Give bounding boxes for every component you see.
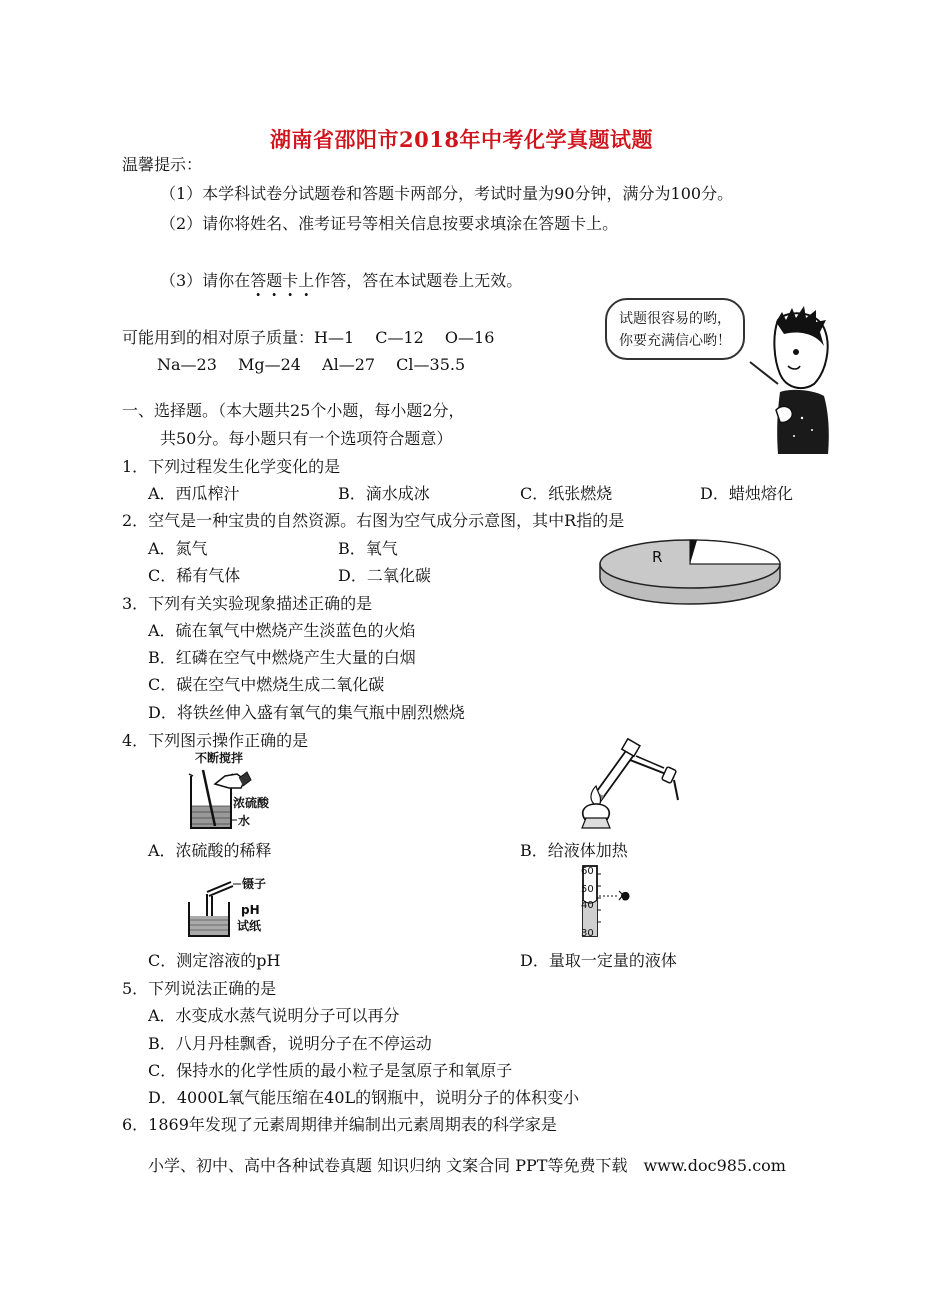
- q4-option-a: A．浓硫酸的稀释: [148, 841, 272, 860]
- notice-heading: 温馨提示：: [122, 155, 203, 174]
- q3-option-a: A．硫在氧气中燃烧产生淡蓝色的火焰: [148, 621, 416, 640]
- graduated-cylinder-figure: [575, 862, 645, 940]
- q2-option-a: A．氮气: [148, 539, 208, 558]
- q5-option-c: C．保持水的化学性质的最小粒子是氢原子和氧原子: [148, 1061, 513, 1080]
- pie-label-r: R: [652, 548, 663, 566]
- ph-test-figure: [185, 872, 285, 938]
- atomic-mass-line-2: Na—23 Mg—24 Al—27 Cl—35.5: [157, 355, 466, 374]
- air-composition-pie-figure: [596, 536, 784, 608]
- bubble-line-1: 试题很容易的哟，: [619, 311, 731, 327]
- q1-option-a: A．西瓜榨汁: [148, 484, 240, 503]
- q1-stem: 1．下列过程发生化学变化的是: [122, 457, 341, 476]
- acid-dilution-figure: [185, 750, 295, 832]
- tick-50: 50: [581, 884, 594, 895]
- label-test-paper: 试纸: [237, 919, 262, 933]
- label-stir: 不断搅拌: [195, 751, 244, 765]
- notice-item-3-start: （3）请你在: [160, 271, 251, 290]
- q5-option-b: B．八月丹桂飘香，说明分子在不停运动: [148, 1034, 432, 1053]
- q1-option-d: D．蜡烛熔化: [700, 484, 793, 503]
- q4-option-b: B．给液体加热: [520, 841, 628, 860]
- tick-30: 30: [581, 928, 594, 939]
- section-heading-line-1: 一、选择题。（本大题共25个小题，每小题2分，: [122, 401, 465, 420]
- q3-option-b: B．红磷在空气中燃烧产生大量的白烟: [148, 648, 416, 667]
- notice-item-1: （1）本学科试卷分试题卷和答题卡两部分，考试时量为90分钟，满分为100分。: [160, 184, 734, 203]
- notice-item-3-emphasis: 答题卡上: [250, 271, 315, 290]
- q4-option-d: D．量取一定量的液体: [520, 951, 677, 970]
- label-tweezers: 镊子: [242, 877, 267, 891]
- q6-stem: 6．1869年发现了元素周期律并编制出元素周期表的科学家是: [122, 1115, 557, 1134]
- tick-60: 60: [581, 866, 594, 877]
- bubble-line-2: 你要充满信心哟！: [619, 333, 731, 349]
- notice-item-3-end: 作答，答在本试题卷上无效。: [314, 271, 523, 290]
- q1-option-b: B．滴水成冰: [338, 484, 430, 503]
- notice-item-2: （2）请你将姓名、准考证号等相关信息按要求填涂在答题卡上。: [160, 214, 619, 233]
- label-conc-acid: 浓硫酸: [233, 796, 270, 810]
- q3-option-d: D．将铁丝伸入盛有氧气的集气瓶中剧烈燃烧: [148, 703, 465, 722]
- q1-option-c: C．纸张燃烧: [520, 484, 613, 503]
- page-title: 湖南省邵阳市2018年中考化学真题试题: [270, 127, 653, 152]
- q4-option-c: C．测定溶液的pH: [148, 951, 281, 970]
- q3-stem: 3．下列有关实验现象描述正确的是: [122, 594, 373, 613]
- footer-text: 小学、初中、高中各种试卷真题 知识归纳 文案合同 PPT等免费下载 www.doc985.com: [148, 1156, 786, 1175]
- label-ph: pH: [241, 903, 260, 917]
- atomic-mass-line-1: 可能用到的相对原子质量：H—1 C—12 O—16: [122, 328, 495, 347]
- q2-stem: 2．空气是一种宝贵的自然资源。右图为空气成分示意图，其中R指的是: [122, 511, 625, 530]
- q5-option-d: D．4000L氧气能压缩在40L的钢瓶中，说明分子的体积变小: [148, 1088, 580, 1107]
- liquid-heating-figure: [570, 738, 690, 836]
- q4-stem: 4．下列图示操作正确的是: [122, 731, 309, 750]
- section-heading-line-2: 共50分。每小题只有一个选项符合题意）: [160, 429, 453, 448]
- q2-option-d: D．二氧化碳: [338, 566, 431, 585]
- notice-item-3: [160, 268, 522, 291]
- tick-40: 40: [581, 900, 594, 911]
- q2-option-c: C．稀有气体: [148, 566, 241, 585]
- q3-option-c: C．碳在空气中燃烧生成二氧化碳: [148, 675, 385, 694]
- q5-stem: 5．下列说法正确的是: [122, 979, 277, 998]
- label-water: 水: [238, 814, 251, 828]
- cartoon-student-figure: [720, 300, 840, 460]
- q5-option-a: A．水变成水蒸气说明分子可以再分: [148, 1006, 400, 1025]
- q2-option-b: B．氧气: [338, 539, 398, 558]
